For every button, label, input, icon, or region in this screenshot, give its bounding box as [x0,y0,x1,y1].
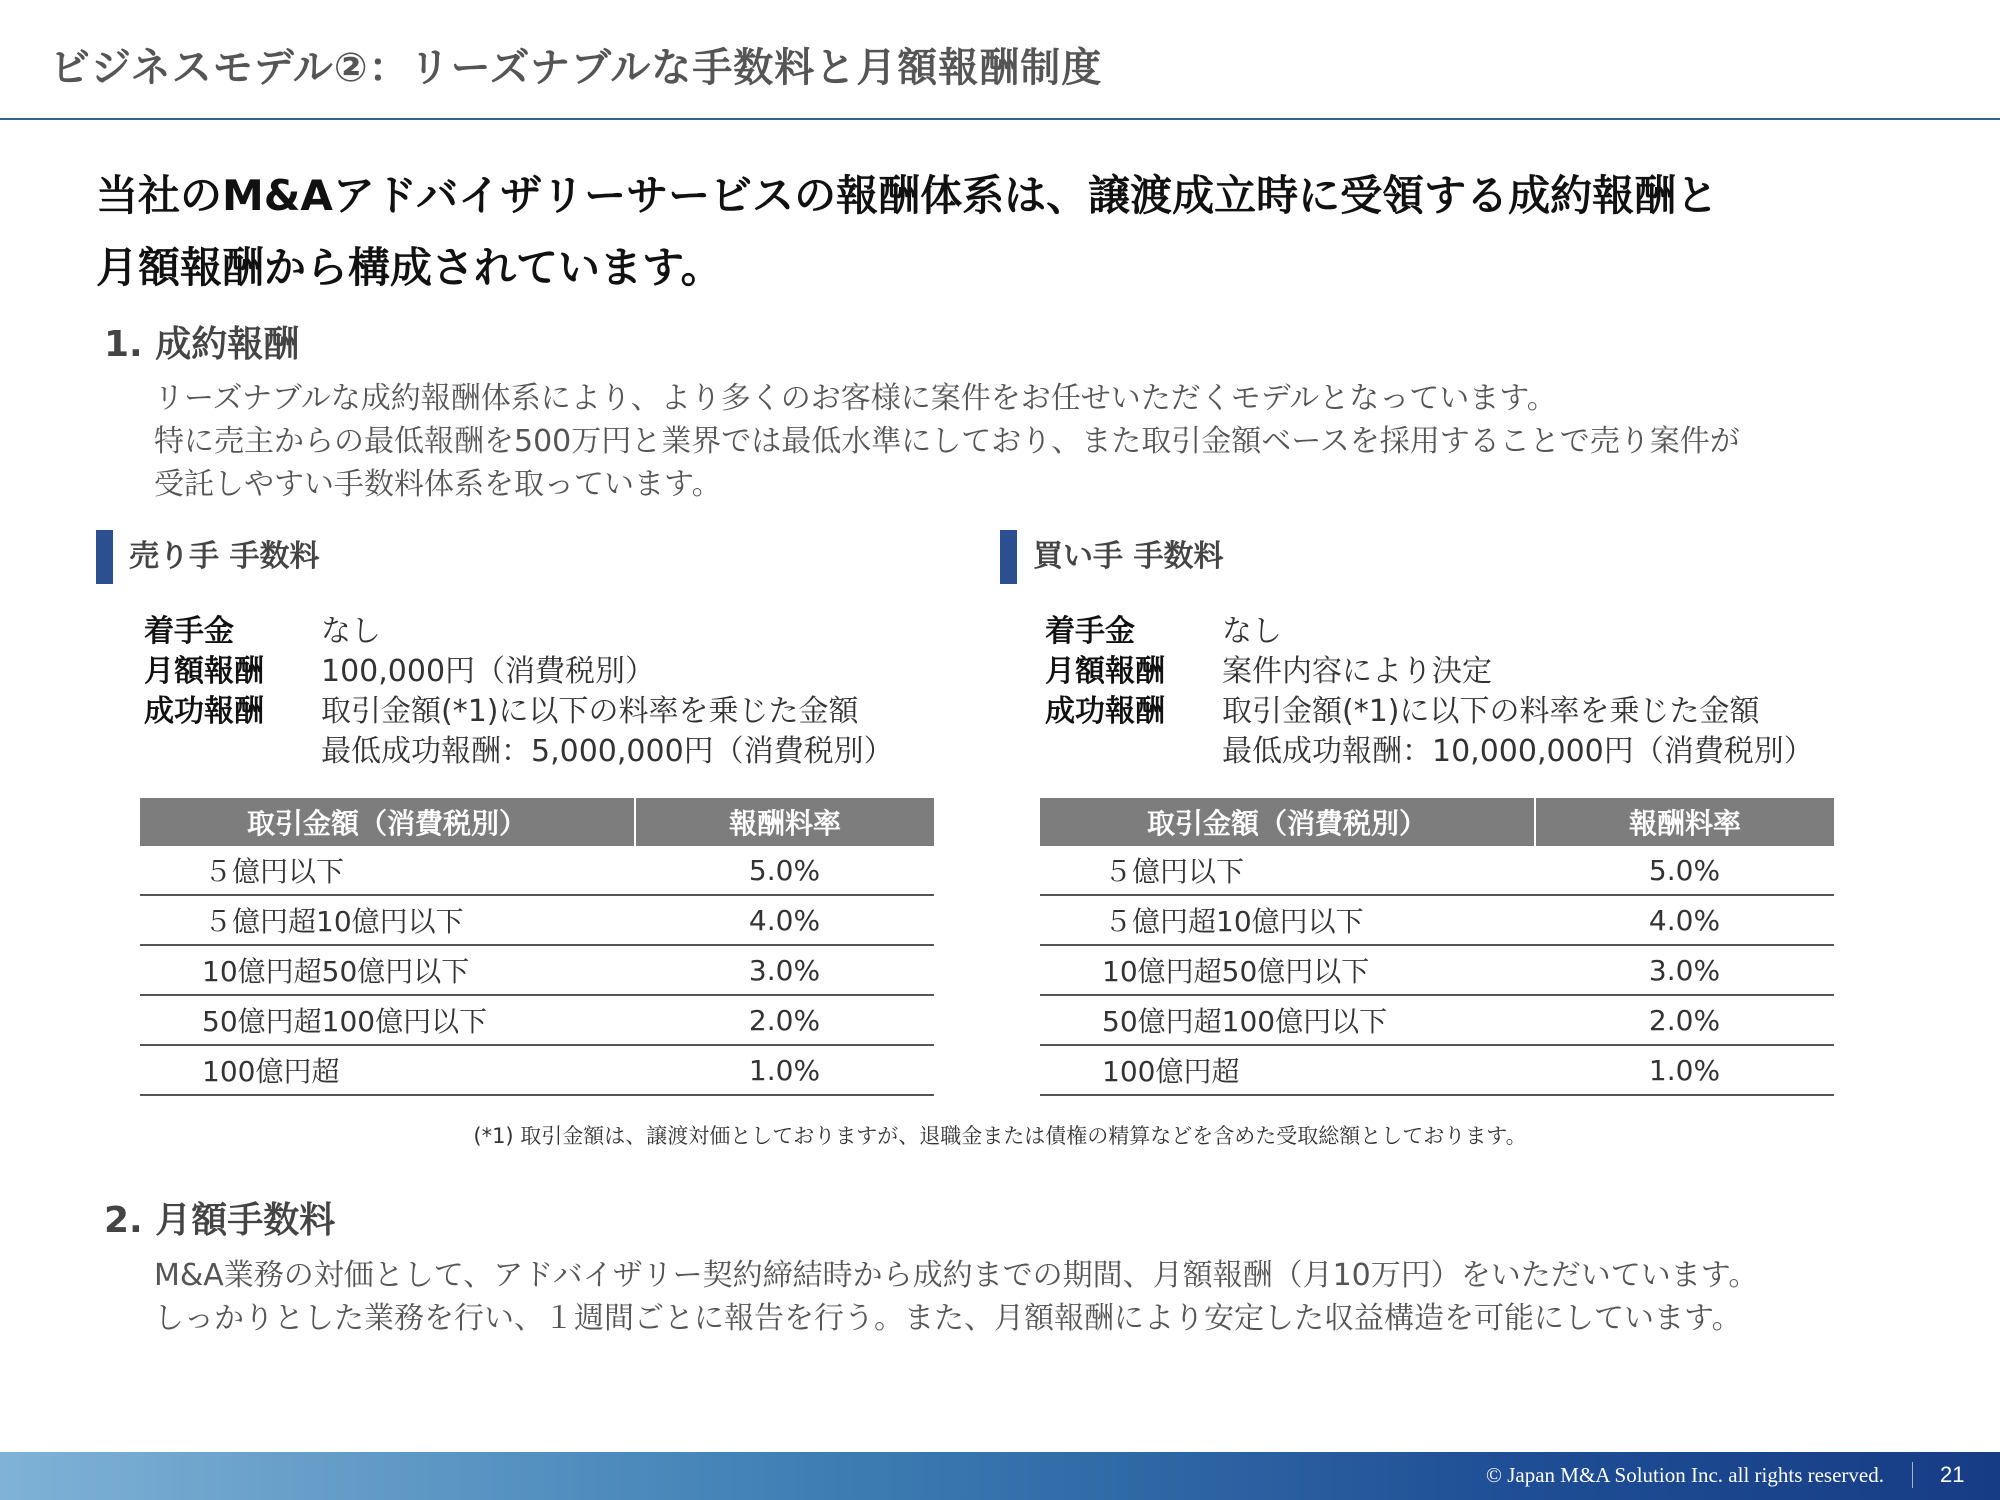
table-row [140,895,934,945]
page-number: 21 [1940,1462,1965,1487]
fee-value: 取引金額(*1)に以下の料率を乗じた金額 最低成功報酬：5,000,000円（消費税別） [321,694,894,769]
table-row [1040,945,1834,995]
seller-fee-list [144,612,894,772]
fee-rate: 4.0% [1535,895,1834,945]
amount-band: 100億円超 [140,1045,635,1095]
fee-rate: 3.0% [1535,945,1834,995]
table-row [1040,846,1834,895]
fee-row [144,612,894,652]
lead-line: 月額報酬から構成されています。 [96,243,723,292]
seller-rate-table [140,798,934,1096]
fee-label: 月額報酬 [144,654,264,689]
table-row [1040,995,1834,1045]
table-row [140,1045,934,1095]
paragraph-line: しっかりとした業務を行い、１週間ごとに報告を行う。また、月額報酬により安定した収益構造を可能にしています。 [154,1301,1742,1336]
table-header-row [140,798,934,846]
section1-paragraph [154,377,1954,506]
fee-row [1045,692,1814,772]
paragraph-line: 特に売主からの最低報酬を500万円と業界では最低水準にしており、また取引金額ベースを採用することで売り案件が [154,424,1740,459]
section-heading-success-fee: 1. 成約報酬 [104,324,300,365]
paragraph-line: M&A業務の対価として、アドバイザリー契約締結時から成約までの期間、月額報酬（月10万円）をいただいています。 [154,1258,1759,1293]
paragraph-line: 受託しやすい手数料体系を取っています。 [154,467,722,502]
seller-fee-heading: 売り手 手数料 [96,530,319,584]
fee-rate: 5.0% [1535,846,1834,895]
lead-line: 当社のM&Aアドバイザリーサービスの報酬体系は、譲渡成立時に受領する成約報酬と [96,171,1719,220]
footer-divider [1912,1462,1913,1488]
fee-value: なし [1222,614,1282,649]
fee-rate: 1.0% [635,1045,934,1095]
slide-title: ビジネスモデル②：リーズナブルな手数料と月額報酬制度 [50,45,1103,91]
table-header-row [1040,798,1834,846]
table-row [140,945,934,995]
amount-band: ５億円超10億円以下 [1040,895,1535,945]
fee-label: 着手金 [144,614,234,649]
amount-band: ５億円以下 [1040,846,1535,895]
footnote: (*1) 取引金額は、譲渡対価としておりますが、退職金または債権の精算などを含めた受取総額としております。 [473,1124,1527,1148]
section-heading-monthly-fee: 2. 月額手数料 [104,1200,336,1241]
table-row [1040,1045,1834,1095]
fee-value: 100,000円（消費税別） [321,654,656,689]
fee-rate: 5.0% [635,846,934,895]
fee-value: なし [321,614,381,649]
buyer-fee-heading: 買い手 手数料 [1000,530,1223,584]
fee-value: 案件内容により決定 [1222,654,1492,689]
fee-label: 着手金 [1045,614,1135,649]
title-divider [0,118,2000,120]
fee-row [144,692,894,772]
amount-band: ５億円以下 [140,846,635,895]
fee-rate: 3.0% [635,945,934,995]
table-row [140,995,934,1045]
fee-row [1045,652,1814,692]
amount-band: 10億円超50億円以下 [1040,945,1535,995]
fee-row [1045,612,1814,652]
buyer-fee-list [1045,612,1814,772]
amount-band: 50億円超100億円以下 [140,995,635,1045]
amount-band: ５億円超10億円以下 [140,895,635,945]
copyright-notice: © Japan M&A Solution Inc. all rights reserved. [1486,1463,1884,1487]
lead-statement [96,160,1916,304]
fee-row [144,652,894,692]
table-row [140,846,934,895]
amount-band: 100億円超 [1040,1045,1535,1095]
fee-label: 月額報酬 [1045,654,1165,689]
column-header: 報酬料率 [635,798,934,846]
fee-rate: 2.0% [635,995,934,1045]
fee-rate: 4.0% [635,895,934,945]
column-header: 取引金額（消費税別） [1040,798,1535,846]
amount-band: 10億円超50億円以下 [140,945,635,995]
fee-rate: 1.0% [1535,1045,1834,1095]
section2-paragraph [154,1254,1954,1340]
paragraph-line: リーズナブルな成約報酬体系により、より多くのお客様に案件をお任せいただくモデルとなっています。 [154,381,1557,416]
amount-band: 50億円超100億円以下 [1040,995,1535,1045]
buyer-rate-table [1040,798,1834,1096]
fee-value: 取引金額(*1)に以下の料率を乗じた金額 最低成功報酬：10,000,000円（消費税別） [1222,694,1814,769]
fee-label: 成功報酬 [144,694,264,729]
column-header: 取引金額（消費税別） [140,798,635,846]
fee-label: 成功報酬 [1045,694,1165,729]
column-header: 報酬料率 [1535,798,1834,846]
fee-rate: 2.0% [1535,995,1834,1045]
table-row [1040,895,1834,945]
